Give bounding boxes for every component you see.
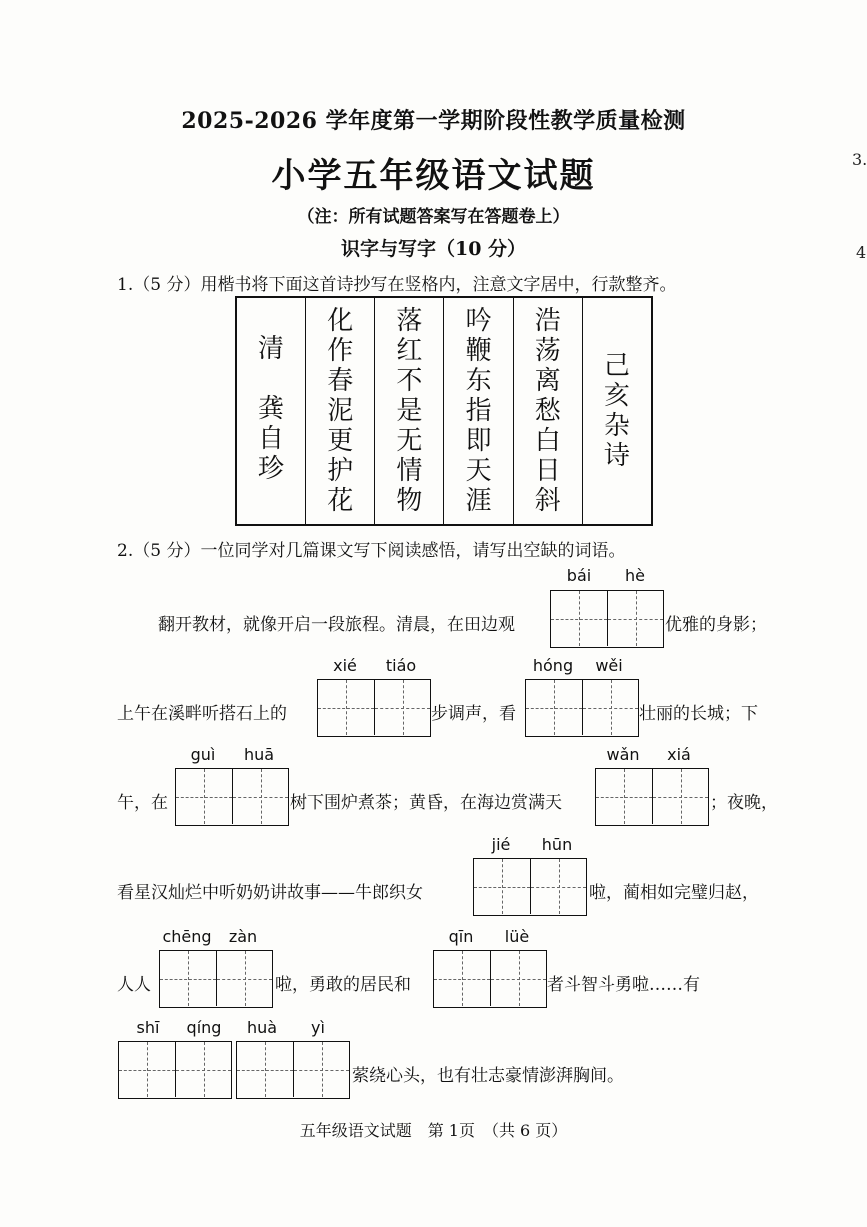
edge-mark-3: 3. [852,150,867,169]
poem-char: 珍 [258,454,285,484]
answer-box-baihe[interactable] [550,590,664,648]
poem-line-1 [513,298,582,524]
pinyin-jiehun: jié hūn [491,835,573,854]
exam-note: （注：所有试题答案写在答题卷上） [297,207,570,227]
passage-text: 午，在 [117,793,168,813]
poem-char: 荡 [534,336,561,366]
poem-char: 不 [396,366,423,396]
answer-box-huayi[interactable] [236,1041,350,1099]
exam-header: 2025-2026 学年度第一学期阶段性教学质量检测 [181,108,686,134]
poem-char: 清 [258,334,285,364]
poem-char: 己 [603,351,630,381]
answer-box-chengzan[interactable] [159,950,273,1008]
passage-text: 啦，勇敢的居民和 [275,975,411,995]
poem-char: 龚 [258,394,285,424]
pinyin-xietiao: xié tiáo [333,656,417,675]
poem-char: 无 [396,426,423,456]
poem-char: 斜 [534,486,561,516]
poem-char: 天 [465,456,492,486]
poem-char: 诗 [603,441,630,471]
poem-char: 春 [327,366,354,396]
pinyin-shiqinghuayi: shī qíng huà yì [136,1018,325,1037]
pinyin-chengzan: chēng zàn [162,927,258,946]
poem-char: 杂 [603,411,630,441]
poem-char: 红 [396,336,423,366]
passage-text: 上午在溪畔听搭石上的 [117,704,287,724]
poem-char: 是 [396,396,423,426]
passage-text: 者斗智斗勇啦……有 [547,975,700,995]
poem-char: 白 [534,426,561,456]
poem-line-3 [374,298,443,524]
pinyin-hongwei: hóng wěi [532,656,623,675]
edge-mark-4: 4 [856,243,867,262]
poem-char: 作 [327,336,354,366]
passage-text: 树下围炉煮茶；黄昏，在海边赏满天 [290,793,562,813]
poem-line-4 [305,298,374,524]
section-title: 识字与写字（10 分） [340,238,527,260]
question-1: 1.（5 分）用楷书将下面这首诗抄写在竖格内，注意文字居中，行款整齐。 [117,275,677,295]
pinyin-wanxia: wǎn xiá [606,745,691,764]
passage-text: ；夜晚， [710,793,778,813]
passage-text: 人人 [117,975,151,995]
poem-char: 更 [327,426,354,456]
answer-box-xietiao[interactable] [317,679,431,737]
poem-char: 愁 [534,396,561,426]
answer-box-wanxia[interactable] [595,768,709,826]
poem-char: 护 [327,456,354,486]
poem-char: 花 [327,486,354,516]
answer-box-hongwei[interactable] [525,679,639,737]
poem-author-column [237,298,305,524]
passage-text: 啦，蔺相如完璧归赵， [589,883,759,903]
answer-box-jiehun[interactable] [473,858,587,916]
poem-char: 吟 [465,306,492,336]
poem-char: 物 [396,486,423,516]
poem-char: 东 [465,366,492,396]
poem-char: 日 [534,456,561,486]
pinyin-baihe: bái hè [566,566,645,585]
passage-text: 萦绕心头，也有壮志豪情澎湃胸间。 [352,1066,624,1086]
poem-char: 浩 [534,306,561,336]
page-footer: 五年级语文试题 第 1页 （共 6 页） [299,1121,568,1140]
poem-char: 鞭 [465,336,492,366]
poem-char: 泥 [327,396,354,426]
passage-text: 优雅的身影； [665,615,767,635]
poem-char: 落 [396,306,423,336]
answer-box-shiqing[interactable] [118,1041,232,1099]
poem-char: 自 [258,424,285,454]
poem-author-name [258,394,284,484]
passage-text: 翻开教材，就像开启一段旅程。清晨，在田边观 [158,615,515,635]
answer-box-guihua[interactable] [175,768,289,826]
passage-text: 步调声，看 [431,704,516,724]
poem-author-dynasty [258,334,284,364]
poem-char: 情 [396,456,423,486]
passage-text: 壮丽的长城；下 [639,704,758,724]
poem-char: 即 [465,426,492,456]
pinyin-guihua: guì huā [190,745,275,764]
poem-char: 涯 [465,486,492,516]
answer-box-qinlue[interactable] [433,950,547,1008]
poem-line-2 [443,298,512,524]
question-2: 2.（5 分）一位同学对几篇课文写下阅读感悟，请写出空缺的词语。 [117,541,626,561]
passage-text: 看星汉灿烂中听奶奶讲故事——牛郎织女 [117,883,423,903]
poem-char: 指 [465,396,492,426]
poem-char: 亥 [603,381,630,411]
pinyin-qinlue: qīn lüè [448,927,530,946]
exam-title: 小学五年级语文试题 [271,156,596,196]
poem-grid [235,296,653,526]
poem-char: 化 [327,306,354,336]
poem-title-column [582,298,651,524]
poem-char: 离 [534,366,561,396]
